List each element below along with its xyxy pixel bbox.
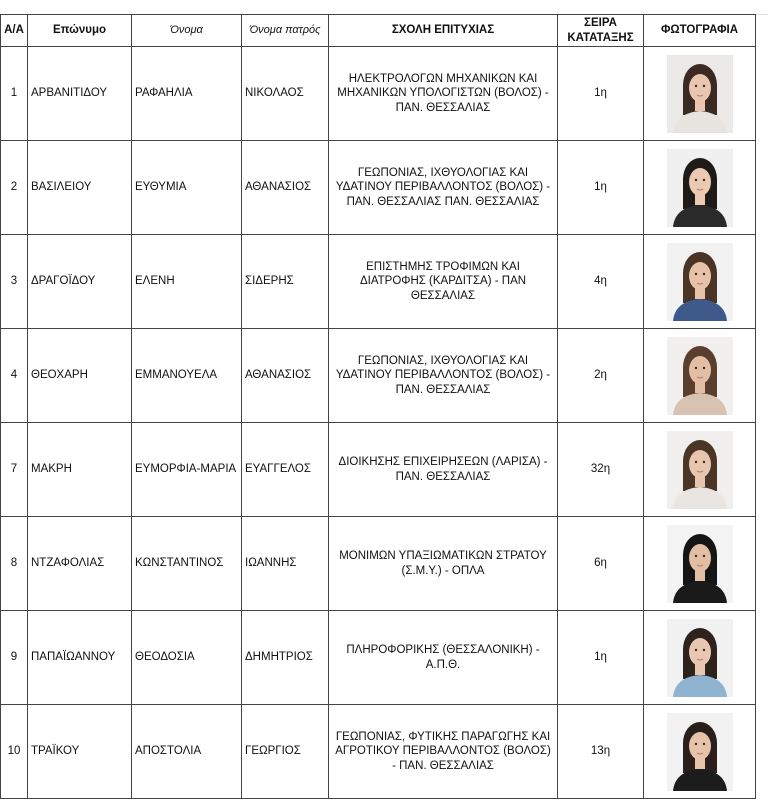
portrait-photo bbox=[667, 431, 733, 509]
row-name: ΡΑΦΑΗΛΙΑ bbox=[132, 47, 242, 141]
row-name: ΑΠΟΣΤΟΛΙΑ bbox=[132, 705, 242, 799]
row-index: 9 bbox=[1, 611, 28, 705]
page-top-strip bbox=[0, 0, 768, 15]
row-school: ΗΛΕΚΤΡΟΛΟΓΩΝ ΜΗΧΑΝΙΚΩΝ ΚΑΙ ΜΗΧΑΝΙΚΩΝ ΥΠΟΛΟΓΙΣΤΩΝ (ΒΟΛΟΣ) - ΠΑΝ. ΘΕΣΣΑΛΙΑΣ bbox=[329, 47, 558, 141]
row-name: ΕΛΕΝΗ bbox=[132, 235, 242, 329]
row-index: 8 bbox=[1, 517, 28, 611]
row-father-name: ΑΘΑΝΑΣΙΟΣ bbox=[242, 141, 329, 235]
header-father: Όνομα πατρός bbox=[242, 15, 329, 47]
row-index: 3 bbox=[1, 235, 28, 329]
row-rank: 4η bbox=[558, 235, 644, 329]
row-father-name: ΝΙΚΟΛΑΟΣ bbox=[242, 47, 329, 141]
portrait-photo bbox=[667, 243, 733, 321]
row-father-name: ΓΕΩΡΓΙΟΣ bbox=[242, 705, 329, 799]
row-surname: ΒΑΣΙΛΕΙΟΥ bbox=[28, 141, 132, 235]
row-index: 10 bbox=[1, 705, 28, 799]
row-index: 7 bbox=[1, 423, 28, 517]
row-photo-cell bbox=[644, 235, 756, 329]
row-surname: ΑΡΒΑΝΙΤΙΔΟΥ bbox=[28, 47, 132, 141]
header-row bbox=[1, 15, 756, 47]
table-row bbox=[1, 235, 756, 329]
table-row bbox=[1, 611, 756, 705]
row-photo-cell bbox=[644, 141, 756, 235]
row-name: ΘΕΟΔΟΣΙΑ bbox=[132, 611, 242, 705]
row-father-name: ΑΘΑΝΑΣΙΟΣ bbox=[242, 329, 329, 423]
portrait-photo bbox=[667, 55, 733, 133]
portrait-photo bbox=[667, 713, 733, 791]
table-row bbox=[1, 423, 756, 517]
portrait-photo bbox=[667, 525, 733, 603]
row-father-name: ΔΗΜΗΤΡΙΟΣ bbox=[242, 611, 329, 705]
row-rank: 1η bbox=[558, 141, 644, 235]
table-body bbox=[1, 47, 756, 799]
row-index: 2 bbox=[1, 141, 28, 235]
header-surname: Επώνυμο bbox=[28, 15, 132, 47]
table-row bbox=[1, 329, 756, 423]
row-surname: ΝΤΖΑΦΟΛΙΑΣ bbox=[28, 517, 132, 611]
row-index: 1 bbox=[1, 47, 28, 141]
row-name: ΚΩΝΣΤΑΝΤΙΝΟΣ bbox=[132, 517, 242, 611]
row-name: ΕΥΜΟΡΦΙΑ-ΜΑΡΙΑ bbox=[132, 423, 242, 517]
row-school: ΓΕΩΠΟΝΙΑΣ, ΙΧΘΥΟΛΟΓΙΑΣ ΚΑΙ ΥΔΑΤΙΝΟΥ ΠΕΡΙΒΑΛΛΟΝΤΟΣ (ΒΟΛΟΣ) - ΠΑΝ. ΘΕΣΣΑΛΙΑΣ bbox=[329, 329, 558, 423]
row-photo-cell bbox=[644, 47, 756, 141]
row-photo-cell bbox=[644, 329, 756, 423]
row-rank: 1η bbox=[558, 47, 644, 141]
row-photo-cell bbox=[644, 611, 756, 705]
table-row bbox=[1, 141, 756, 235]
row-school: ΜΟΝΙΜΩΝ ΥΠΑΞΙΩΜΑΤΙΚΩΝ ΣΤΡΑΤΟΥ (Σ.Μ.Υ.) - ΟΠΛΑ bbox=[329, 517, 558, 611]
row-photo-cell bbox=[644, 517, 756, 611]
portrait-photo bbox=[667, 337, 733, 415]
row-rank: 13η bbox=[558, 705, 644, 799]
row-index: 4 bbox=[1, 329, 28, 423]
row-school: ΕΠΙΣΤΗΜΗΣ ΤΡΟΦΙΜΩΝ ΚΑΙ ΔΙΑΤΡΟΦΗΣ (ΚΑΡΔΙΤΣΑ) - ΠΑΝ ΘΕΣΣΑΛΙΑΣ bbox=[329, 235, 558, 329]
table-row bbox=[1, 47, 756, 141]
row-rank: 2η bbox=[558, 329, 644, 423]
header-school: ΣΧΟΛΗ ΕΠΙΤΥΧΙΑΣ bbox=[329, 15, 558, 47]
row-school: ΓΕΩΠΟΝΙΑΣ, ΙΧΘΥΟΛΟΓΙΑΣ ΚΑΙ ΥΔΑΤΙΝΟΥ ΠΕΡΙΒΑΛΛΟΝΤΟΣ (ΒΟΛΟΣ) - ΠΑΝ. ΘΕΣΣΑΛΙΑΣ ΠΑΝ. ΘΕΣΣΑΛΙΑΣ bbox=[329, 141, 558, 235]
portrait-photo bbox=[667, 619, 733, 697]
header-aa: Α/Α bbox=[1, 15, 28, 47]
row-photo-cell bbox=[644, 705, 756, 799]
row-school: ΠΛΗΡΟΦΟΡΙΚΗΣ (ΘΕΣΣΑΛΟΝΙΚΗ) - Α.Π.Θ. bbox=[329, 611, 558, 705]
row-name: ΕΜΜΑΝΟΥΕΛΑ bbox=[132, 329, 242, 423]
row-school: ΓΕΩΠΟΝΙΑΣ, ΦΥΤΙΚΗΣ ΠΑΡΑΓΩΓΗΣ ΚΑΙ ΑΓΡΟΤΙΚΟΥ ΠΕΡΙΒΑΛΛΟΝΤΟΣ (ΒΟΛΟΣ) - ΠΑΝ. ΘΕΣΣΑΛΙΑΣ bbox=[329, 705, 558, 799]
portrait-photo bbox=[667, 149, 733, 227]
table-row bbox=[1, 705, 756, 799]
row-photo-cell bbox=[644, 423, 756, 517]
row-surname: ΤΡΑΪΚΟΥ bbox=[28, 705, 132, 799]
row-surname: ΘΕΟΧΑΡΗ bbox=[28, 329, 132, 423]
header-rank: ΣΕΙΡΑ ΚΑΤΑΤΑΞΗΣ bbox=[558, 15, 644, 47]
row-father-name: ΕΥΑΓΓΕΛΟΣ bbox=[242, 423, 329, 517]
row-rank: 1η bbox=[558, 611, 644, 705]
row-school: ΔΙΟΙΚΗΣΗΣ ΕΠΙΧΕΙΡΗΣΕΩΝ (ΛΑΡΙΣΑ) - ΠΑΝ. ΘΕΣΣΑΛΙΑΣ bbox=[329, 423, 558, 517]
row-name: ΕΥΘΥΜΙΑ bbox=[132, 141, 242, 235]
table-row bbox=[1, 517, 756, 611]
header-name: Όνομα bbox=[132, 15, 242, 47]
results-table bbox=[0, 14, 756, 799]
header-photo: ΦΩΤΟΓΡΑΦΙΑ bbox=[644, 15, 756, 47]
row-surname: ΠΑΠΑΪΩΑΝΝΟΥ bbox=[28, 611, 132, 705]
row-father-name: ΣΙΔΕΡΗΣ bbox=[242, 235, 329, 329]
row-rank: 6η bbox=[558, 517, 644, 611]
row-rank: 32η bbox=[558, 423, 644, 517]
row-surname: ΜΑΚΡΗ bbox=[28, 423, 132, 517]
row-father-name: ΙΩΑΝΝΗΣ bbox=[242, 517, 329, 611]
row-surname: ΔΡΑΓΟΪΔΟΥ bbox=[28, 235, 132, 329]
